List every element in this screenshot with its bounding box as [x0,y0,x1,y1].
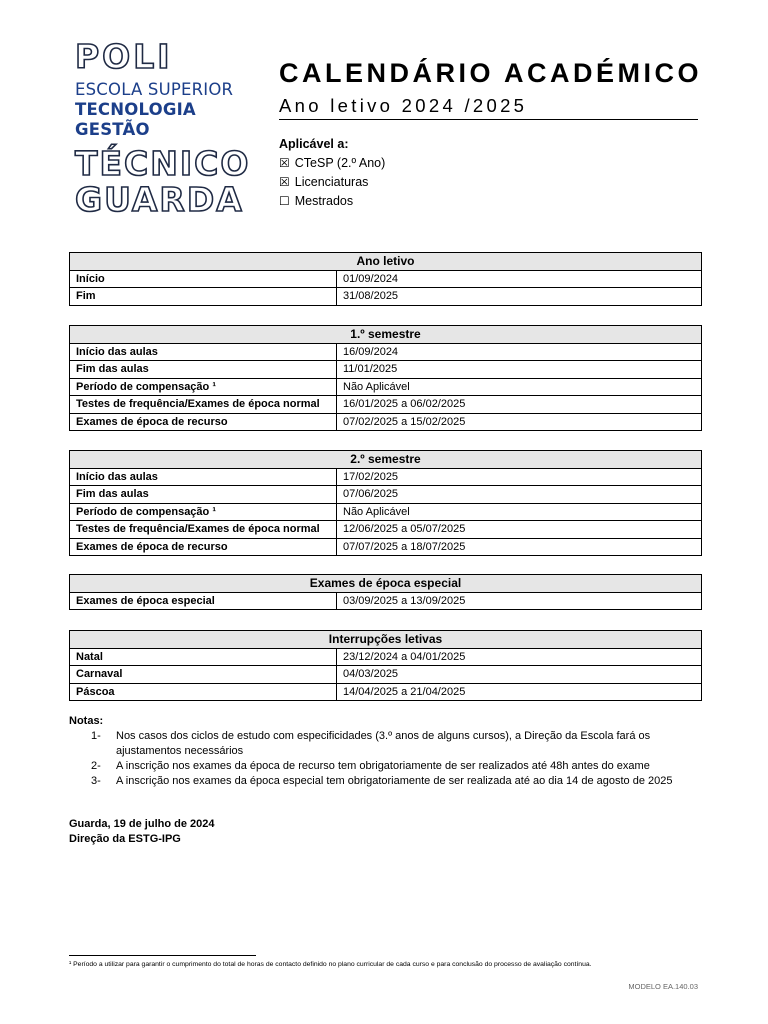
page-subtitle: Ano letivo 2024 /2025 [279,95,528,116]
row-value: 07/07/2025 a 18/07/2025 [337,538,702,556]
row-label: Período de compensação ¹ [70,503,337,521]
table-semestre-2 [69,450,702,556]
note-number: 1- [91,730,101,742]
row-label: Testes de frequência/Exames de época normal [70,396,337,414]
title-divider [279,119,698,120]
row-value: 23/12/2024 a 04/01/2025 [337,648,702,666]
checked-box-icon: ☒ [279,175,290,189]
table-row [70,486,702,504]
table-ano-letivo [69,252,702,306]
row-label: Páscoa [70,683,337,701]
footnote: ¹ Período a utilizar para garantir o cumprimento do total de horas de contacto definido no plano curricular de cada curso e para conclusão do processo de avaliação contínua. [69,961,592,968]
table-row [70,503,702,521]
row-label: Fim das aulas [70,361,337,379]
note-item [69,759,704,774]
applicable-item-ctesp [279,154,385,173]
table-row [70,648,702,666]
row-value: 04/03/2025 [337,666,702,684]
note-number: 2- [91,760,101,772]
row-value: 11/01/2025 [337,361,702,379]
table-row [70,396,702,414]
row-label: Início [70,270,337,288]
table-header: Interrupções letivas [70,631,702,649]
row-label: Período de compensação ¹ [70,378,337,396]
applicable-item-mestrados [279,192,385,211]
note-number: 3- [91,775,101,787]
logo-line-gestao: GESTÃO [75,120,150,139]
checked-box-icon: ☒ [279,156,290,170]
applicable-label: Aplicável a: [279,137,349,151]
note-text: A inscrição nos exames da época de recurso tem obrigatoriamente de ser realizados até 48h antes do exame [116,760,650,772]
notes-title: Notas: [69,715,104,727]
table-row [70,683,702,701]
row-value: 01/09/2024 [337,270,702,288]
row-value: 16/01/2025 a 06/02/2025 [337,396,702,414]
row-value: 12/06/2025 a 05/07/2025 [337,521,702,539]
page-title: CALENDÁRIO ACADÉMICO [279,58,702,88]
table-row [70,468,702,486]
row-label: Fim [70,288,337,306]
row-value: 14/04/2025 a 21/04/2025 [337,683,702,701]
table-row [70,270,702,288]
row-value: 31/08/2025 [337,288,702,306]
notes-list [69,729,704,789]
row-value: 07/02/2025 a 15/02/2025 [337,413,702,431]
notes-section [69,714,704,789]
row-label: Exames de época de recurso [70,413,337,431]
logo-guarda: GUARDA [75,180,244,219]
table-row [70,361,702,379]
school-logo [75,37,270,230]
model-code: MODELO EA.140.03 [628,982,698,991]
logo-poli: POLI [75,37,173,76]
applicable-item-label: CTeSP (2.º Ano) [294,156,386,170]
note-text: A inscrição nos exames da época especial tem obrigatoriamente de ser realizada até ao dia 14 de agosto de 2025 [116,775,673,787]
row-label: Carnaval [70,666,337,684]
table-interrupcoes [69,630,702,701]
table-row [70,521,702,539]
table-row [70,343,702,361]
footnote-divider [69,955,256,956]
applicable-to [279,137,385,211]
row-label: Fim das aulas [70,486,337,504]
note-text: Nos casos dos ciclos de estudo com especificidades (3.º anos de alguns cursos), a Direção da Escola fará os ajustamentos necessários [116,730,651,757]
table-header: 1.º semestre [70,326,702,344]
row-value: Não Aplicável [337,503,702,521]
table-row [70,413,702,431]
row-value: Não Aplicável [337,378,702,396]
row-value: 03/09/2025 a 13/09/2025 [337,592,702,610]
table-row [70,538,702,556]
row-label: Natal [70,648,337,666]
signature-by: Direção da ESTG-IPG [69,833,181,845]
table-row [70,288,702,306]
logo-tecnico: TÉCNICO [75,144,251,183]
table-row [70,592,702,610]
table-semestre-1 [69,325,702,431]
signature-place-date: Guarda, 19 de julho de 2024 [69,818,215,830]
table-header: 2.º semestre [70,451,702,469]
logo-line-tecnologia: TECNOLOGIA [75,100,196,119]
row-value: 07/06/2025 [337,486,702,504]
table-header: Exames de época especial [70,575,702,593]
row-value: 16/09/2024 [337,343,702,361]
signature-block [69,817,215,847]
note-item [69,774,704,789]
row-value: 17/02/2025 [337,468,702,486]
table-row [70,378,702,396]
note-item [69,729,704,759]
row-label: Testes de frequência/Exames de época normal [70,521,337,539]
table-epoca-especial [69,574,702,610]
row-label: Exames de época de recurso [70,538,337,556]
logo-line-escola: ESCOLA SUPERIOR [75,80,234,99]
table-header: Ano letivo [70,253,702,271]
applicable-item-licenciaturas [279,173,385,192]
unchecked-box-icon: ☐ [279,194,290,208]
applicable-item-label: Licenciaturas [294,175,369,189]
row-label: Início das aulas [70,343,337,361]
table-row [70,666,702,684]
applicable-item-label: Mestrados [294,194,354,208]
row-label: Exames de época especial [70,592,337,610]
row-label: Início das aulas [70,468,337,486]
